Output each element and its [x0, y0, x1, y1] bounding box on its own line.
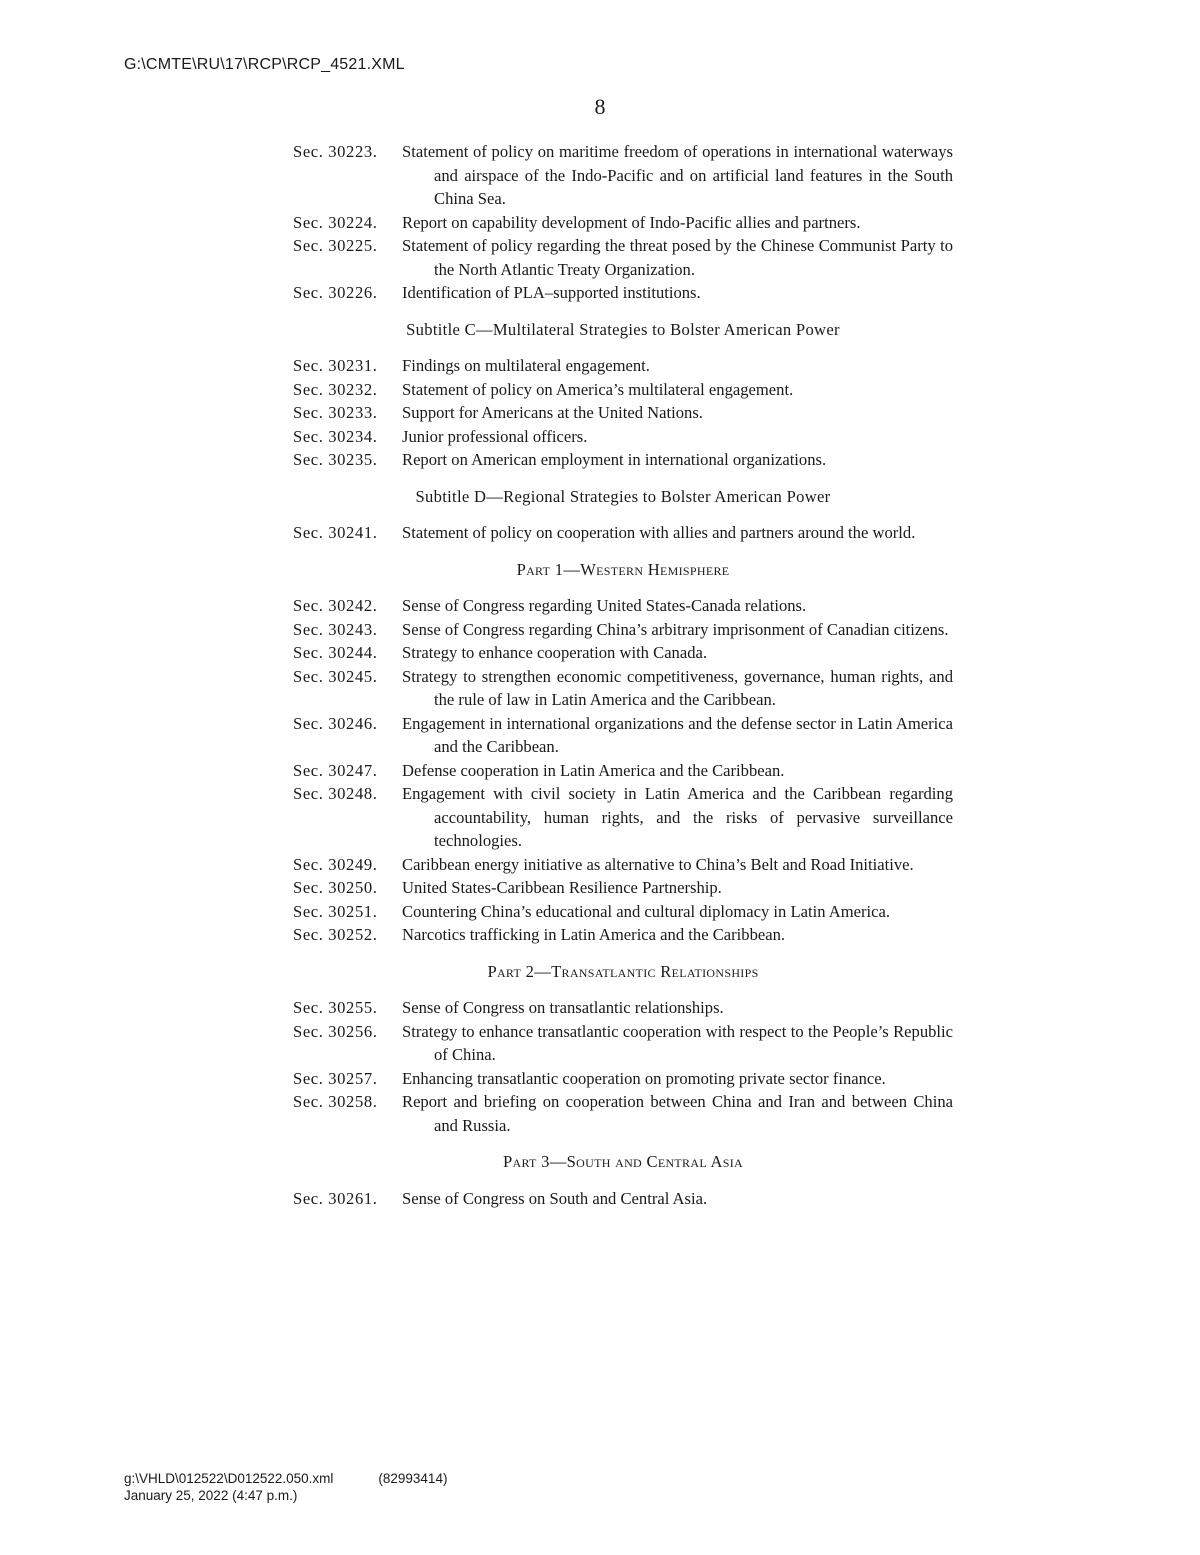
- subtitle-heading: Subtitle C—Multilateral Strategies to Bolster American Power: [406, 319, 840, 339]
- section-number: Sec. 30225.: [293, 236, 378, 255]
- toc-entry: [293, 712, 953, 759]
- section-title: Strategy to enhance cooperation with Canada.: [402, 643, 708, 662]
- section-number: Sec. 30241.: [293, 523, 378, 542]
- section-number: Sec. 30261.: [293, 1188, 378, 1208]
- part-heading: Part 1—Western Hemisphere: [516, 559, 730, 579]
- section-title: Caribbean energy initiative as alternative to China’s Belt and Road Initiative.: [402, 854, 914, 874]
- toc-entry: [293, 594, 953, 618]
- section-title: Sense of Congress on South and Central Asia.: [402, 1188, 708, 1208]
- toc-entry: [293, 521, 953, 545]
- section-number: Sec. 30243.: [293, 619, 378, 639]
- toc-entry: [293, 1090, 953, 1137]
- section-title: Strategy to enhance transatlantic cooperation with respect to the People’s Republic of China.: [402, 1021, 953, 1064]
- section-number: Sec. 30231.: [293, 356, 378, 375]
- footer-file-path: g:\VHLD\012522\D012522.050.xml: [124, 1471, 334, 1486]
- toc-entry: [293, 1020, 953, 1067]
- section-title: United States-Caribbean Resilience Partnership.: [402, 878, 722, 897]
- section-title: Statement of policy on America’s multilateral engagement.: [402, 379, 794, 399]
- page-number: 8: [594, 94, 606, 119]
- toc-entry: [293, 759, 953, 783]
- section-number: Sec. 30234.: [293, 426, 378, 446]
- section-number: Sec. 30233.: [293, 403, 378, 422]
- section-title: Sense of Congress regarding United States-Canada relations.: [402, 596, 807, 615]
- toc-entry: [293, 211, 953, 235]
- section-title: Engagement in international organizations and the defense sector in Latin America and the Caribbean.: [402, 713, 953, 756]
- toc-entry: [293, 665, 953, 712]
- section-number: Sec. 30235.: [293, 450, 378, 469]
- toc-entry: [293, 853, 953, 877]
- section-number: Sec. 30247.: [293, 760, 378, 780]
- section-number: Sec. 30226.: [293, 283, 378, 302]
- section-title: Countering China’s educational and cultural diplomacy in Latin America.: [402, 901, 890, 921]
- footer-doc-code: (82993414): [378, 1471, 448, 1486]
- section-number: Sec. 30258.: [293, 1092, 378, 1111]
- section-title: Enhancing transatlantic cooperation on promoting private sector finance.: [402, 1068, 886, 1088]
- toc-entry: [293, 281, 953, 305]
- toc-entry: [293, 900, 953, 924]
- section-title: Identification of PLA–supported institutions.: [402, 283, 701, 302]
- toc-entry: [293, 641, 953, 665]
- section-number: Sec. 30255.: [293, 998, 378, 1017]
- section-title: Report on American employment in international organizations.: [402, 450, 827, 469]
- part-heading: Part 2—Transatlantic Relationships: [487, 961, 759, 981]
- section-number: Sec. 30249.: [293, 854, 378, 874]
- section-number: Sec. 30224.: [293, 212, 378, 232]
- toc-entry: [293, 354, 953, 378]
- toc-entry: [293, 1067, 953, 1091]
- toc-entry: [293, 996, 953, 1020]
- part-heading: Part 3—South and Central Asia: [502, 1152, 744, 1171]
- section-number: Sec. 30256.: [293, 1021, 378, 1041]
- toc-entry: [293, 782, 953, 853]
- section-number: Sec. 30242.: [293, 596, 378, 615]
- section-title: Defense cooperation in Latin America and the Caribbean.: [402, 760, 785, 780]
- subtitle-heading: Subtitle D—Regional Strategies to Bolster American Power: [415, 486, 831, 506]
- page-footer: [124, 1470, 447, 1504]
- section-number: Sec. 30251.: [293, 901, 378, 921]
- section-title: Sense of Congress on transatlantic relationships.: [402, 998, 724, 1017]
- toc-entry: [293, 401, 953, 425]
- toc-entry: [293, 618, 953, 642]
- section-title: Strategy to strengthen economic competitiveness, governance, human rights, and the rule of law in Latin America and the Caribbean.: [402, 666, 953, 709]
- section-title: Sense of Congress regarding China’s arbitrary imprisonment of Canadian citizens.: [402, 619, 949, 639]
- footer-timestamp: January 25, 2022 (4:47 p.m.): [124, 1488, 298, 1503]
- toc-entry: [293, 378, 953, 402]
- section-title: Narcotics trafficking in Latin America and the Caribbean.: [402, 925, 786, 944]
- toc-entry: [293, 140, 953, 211]
- section-number: Sec. 30246.: [293, 713, 378, 733]
- section-number: Sec. 30244.: [293, 643, 378, 662]
- toc-entry: [293, 876, 953, 900]
- section-title: Engagement with civil society in Latin America and the Caribbean regarding accountability, human rights, and the risks of pervasive surveillance technologies.: [402, 784, 953, 850]
- document-file-path: G:\CMTE\RU\17\RCP\RCP_4521.XML: [124, 56, 405, 73]
- toc-entry: [293, 448, 953, 472]
- section-title: Support for Americans at the United Nations.: [402, 403, 703, 422]
- section-number: Sec. 30223.: [293, 142, 378, 161]
- toc-entry: [293, 234, 953, 281]
- toc-entry: [293, 923, 953, 947]
- section-title: Report and briefing on cooperation between China and Iran and between China and Russia.: [402, 1092, 953, 1135]
- section-number: Sec. 30232.: [293, 379, 378, 399]
- toc-entry: [293, 425, 953, 449]
- toc-entry: [293, 1187, 953, 1211]
- section-number: Sec. 30252.: [293, 925, 378, 944]
- section-title: Statement of policy regarding the threat posed by the Chinese Communist Party to the North Atlantic Treaty Organization.: [402, 236, 953, 279]
- section-title: Statement of policy on cooperation with allies and partners around the world.: [402, 523, 916, 542]
- section-title: Junior professional officers.: [402, 426, 588, 446]
- section-number: Sec. 30257.: [293, 1068, 378, 1088]
- section-title: Statement of policy on maritime freedom of operations in international waterways and airspace of the Indo-Pacific and on artificial land features in the South China Sea.: [402, 142, 953, 208]
- section-number: Sec. 30248.: [293, 784, 378, 803]
- section-number: Sec. 30245.: [293, 666, 378, 686]
- section-title: Report on capability development of Indo-Pacific allies and partners.: [402, 212, 861, 232]
- table-of-contents: [293, 140, 953, 1210]
- section-title: Findings on multilateral engagement.: [402, 356, 650, 375]
- section-number: Sec. 30250.: [293, 878, 378, 897]
